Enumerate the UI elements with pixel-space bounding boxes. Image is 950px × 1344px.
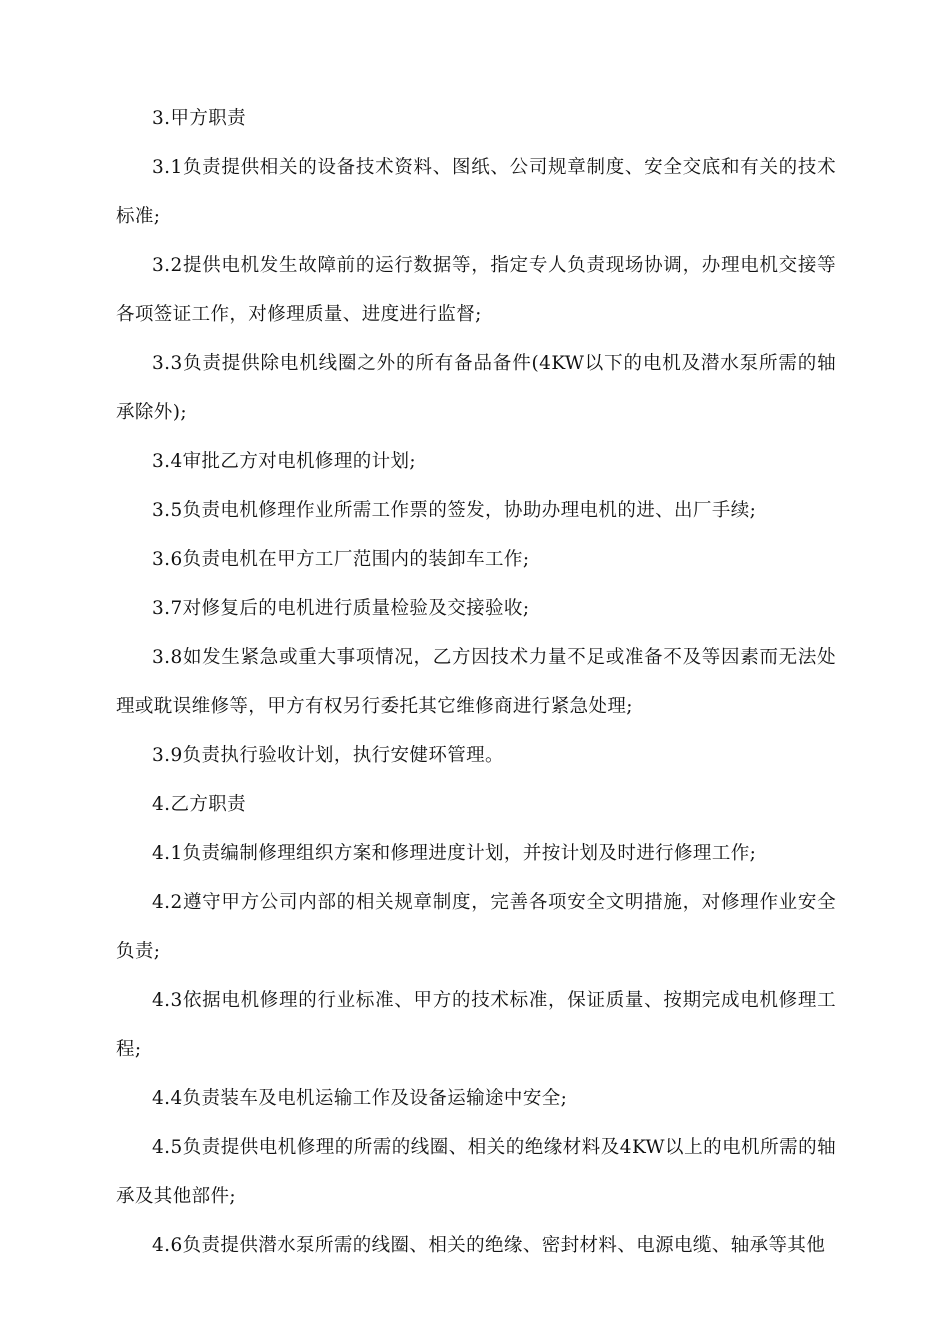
clause-3-1: 3.1负责提供相关的设备技术资料、图纸、公司规章制度、安全交底和有关的技术标准; [116,157,836,227]
clause-3-2: 3.2提供电机发生故障前的运行数据等，指定专人负责现场协调，办理电机交接等各项签证工作，对修理质量、进度进行监督; [116,255,836,325]
clause-4-3: 4.3依据电机修理的行业标准、甲方的技术标准，保证质量、按期完成电机修理工程; [116,990,836,1060]
section-heading-party-b: 4.乙方职责 [152,794,247,815]
clause-3-7: 3.7对修复后的电机进行质量检验及交接验收; [152,598,530,619]
document-page [116,94,836,1270]
clause-4-2: 4.2遵守甲方公司内部的相关规章制度，完善各项安全文明措施，对修理作业安全负责; [116,892,836,962]
clause-3-5: 3.5负责电机修理作业所需工作票的签发，协助办理电机的进、出厂手续; [152,500,757,521]
clause-4-4: 4.4负责装车及电机运输工作及设备运输途中安全; [152,1088,568,1109]
clause-4-5: 4.5负责提供电机修理的所需的线圈、相关的绝缘材料及4KW以上的电机所需的轴承及其他部件; [116,1137,836,1207]
clause-3-9: 3.9负责执行验收计划，执行安健环管理。 [152,745,504,766]
clause-3-8: 3.8如发生紧急或重大事项情况，乙方因技术力量不足或准备不及等因素而无法处理或耽误维修等，甲方有权另行委托其它维修商进行紧急处理; [116,647,836,717]
section-heading-party-a: 3.甲方职责 [152,108,247,129]
clause-3-4: 3.4审批乙方对电机修理的计划; [152,451,417,472]
clause-4-6: 4.6负责提供潜水泵所需的线圈、相关的绝缘、密封材料、电源电缆、轴承等其他 [152,1235,826,1256]
clause-4-1: 4.1负责编制修理组织方案和修理进度计划，并按计划及时进行修理工作; [152,843,757,864]
clause-3-3: 3.3负责提供除电机线圈之外的所有备品备件(4KW以下的电机及潜水泵所需的轴承除外); [116,353,836,423]
clause-3-6: 3.6负责电机在甲方工厂范围内的装卸车工作; [152,549,530,570]
